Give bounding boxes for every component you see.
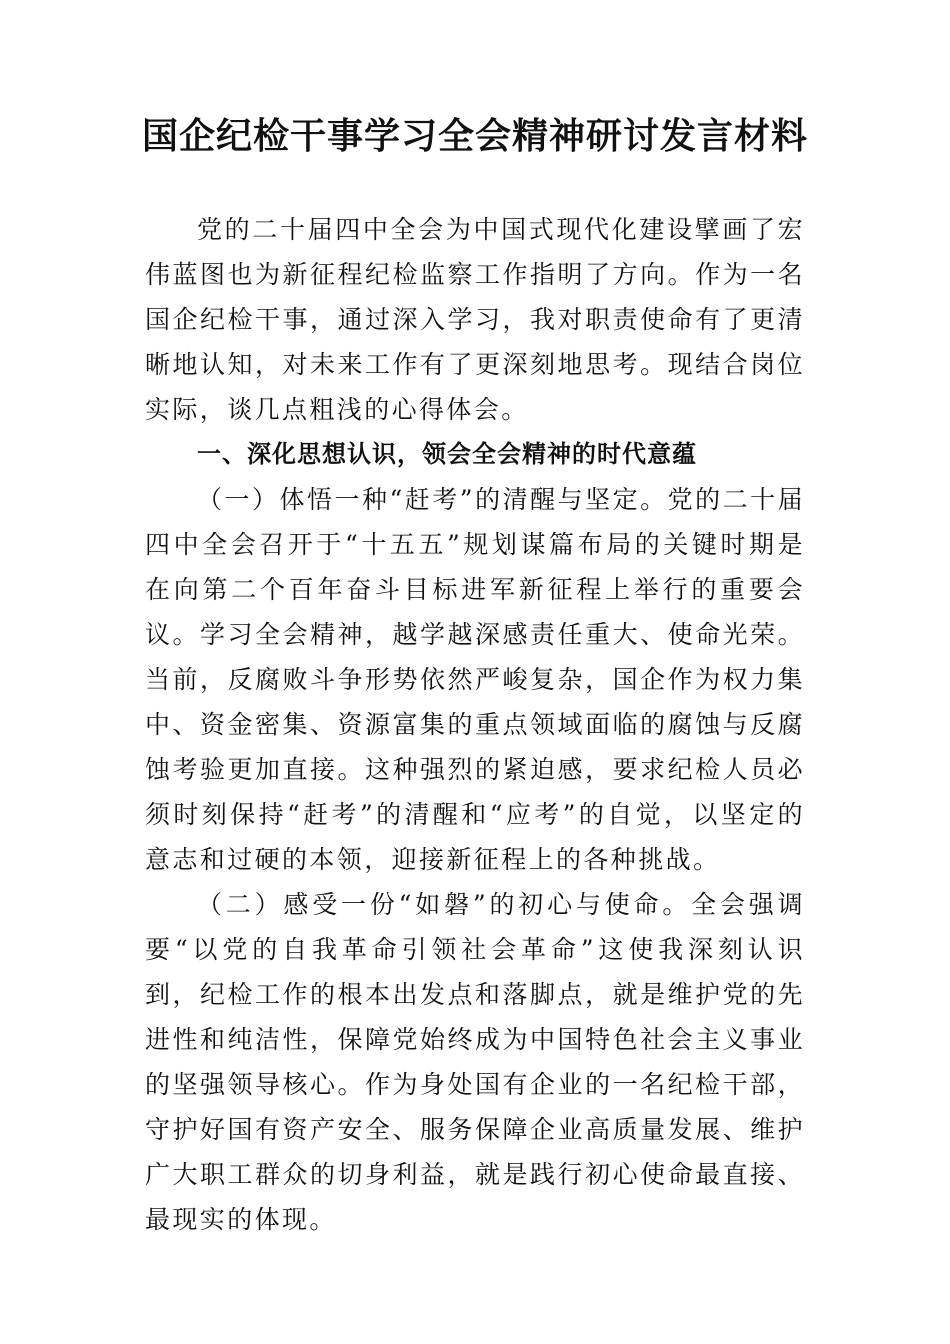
subsection-lead-2: （二）感受一份“如磐”的初心与使命。 <box>197 890 692 919</box>
subsection-lead-1: （一）体悟一种“赶考”的清醒与坚定。 <box>197 485 668 514</box>
subsection-paragraph-1 <box>145 477 805 882</box>
section-heading-1: 一、深化思想认识，领会全会精神的时代意蕴 <box>197 440 697 468</box>
subsection-paragraph-2 <box>145 882 805 1242</box>
subsection-text-2: 全会强调要“以党的自我革命引领社会革命”这使我深刻认识到，纪检工作的根本出发点和落脚点，就是维护党的先进性和纯洁性，保障党始终成为中国特色社会主义事业的坚强领导核心。作为身处国有企业的一名纪检干部，守护好国有资产安全、服务保障企业高质量发展、维护广大职工群众的切身利益，就是践行初心使命最直接、最现实的体现。 <box>145 890 805 1234</box>
subsection-text-1: 党的二十届四中全会召开于“十五五”规划谋篇布局的关键时期是在向第二个百年奋斗目标进军新征程上举行的重要会议。学习全会精神，越学越深感责任重大、使命光荣。当前，反腐败斗争形势依然严峻复杂，国企作为权力集中、资金密集、资源富集的重点领域面临的腐蚀与反腐蚀考验更加直接。这种强烈的紧迫感，要求纪检人员必须时刻保持“赶考”的清醒和“应考”的自觉，以坚定的意志和过硬的本领，迎接新征程上的各种挑战。 <box>145 485 805 874</box>
intro-paragraph: 党的二十届四中全会为中国式现代化建设擘画了宏伟蓝图也为新征程纪检监察工作指明了方向。作为一名国企纪检干事，通过深入学习，我对职责使命有了更清晰地认知，对未来工作有了更深刻地思考。现结合岗位实际，谈几点粗浅的心得体会。 <box>145 215 805 424</box>
document-body <box>145 207 805 1242</box>
document-title: 国企纪检干事学习全会精神研讨发言材料 <box>141 115 808 157</box>
